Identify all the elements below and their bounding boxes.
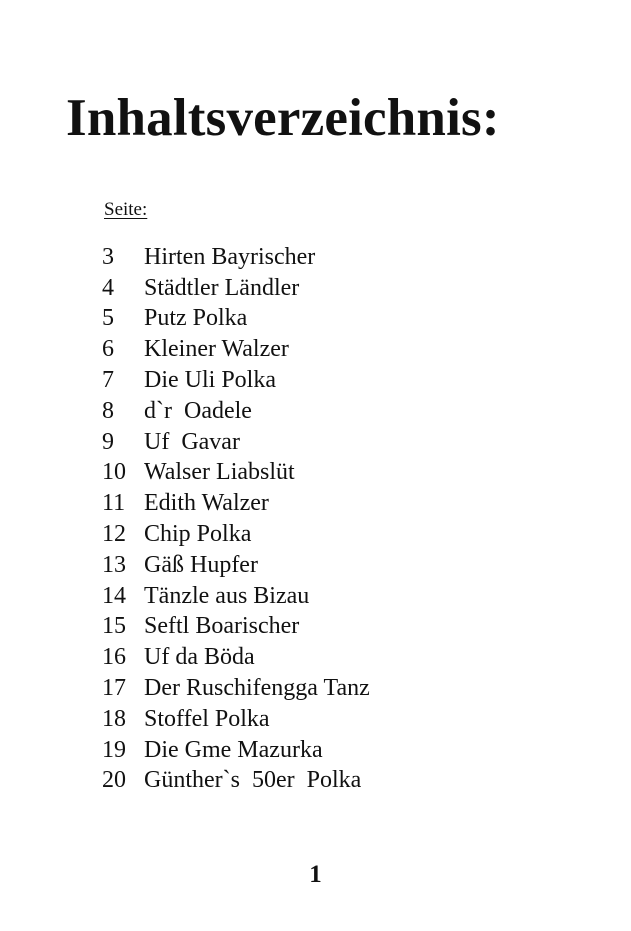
toc-entry-page: 8	[102, 397, 114, 424]
toc-entry	[102, 242, 370, 273]
toc-entry-title: Edith Walzer	[144, 490, 269, 517]
toc-entry-page: 13	[102, 551, 126, 578]
toc-entry-title: Gäß Hupfer	[144, 551, 258, 578]
toc-entry	[102, 427, 370, 458]
toc-entry-page: 9	[102, 428, 114, 455]
toc-entry-title: d`r Oadele	[144, 397, 252, 424]
toc-entry-title: Uf Gavar	[144, 428, 240, 455]
toc-entry-page: 7	[102, 367, 114, 394]
toc-entry-page: 10	[102, 459, 126, 486]
page-column-label: Seite:	[104, 199, 148, 220]
toc-entry-title: Uf da Böda	[144, 644, 255, 671]
toc-entry-title: Kleiner Walzer	[144, 336, 289, 363]
toc-entry-title: Chip Polka	[144, 521, 252, 548]
toc-entry-title: Günther`s 50er Polka	[144, 767, 362, 794]
toc-entry	[102, 519, 370, 550]
toc-entry-title: Städtler Ländler	[144, 274, 300, 301]
toc-entry	[102, 488, 370, 519]
toc-entry-title: Stoffel Polka	[144, 705, 270, 732]
toc-entry	[102, 704, 370, 735]
toc-entry	[102, 581, 370, 612]
toc-entry-page: 14	[102, 582, 126, 609]
toc-entry	[102, 550, 370, 581]
toc-entry	[102, 458, 370, 489]
toc-entry-title: Tänzle aus Bizau	[144, 582, 310, 609]
toc-entry	[102, 273, 370, 304]
toc-entry	[102, 735, 370, 766]
toc-entry	[102, 365, 370, 396]
toc-entry-page: 11	[102, 490, 126, 517]
toc-entry-page: 5	[102, 305, 114, 332]
page-title: Inhaltsverzeichnis:	[66, 89, 500, 147]
toc-entry-page: 15	[102, 613, 126, 640]
toc-entry	[102, 334, 370, 365]
toc-entry	[102, 673, 370, 704]
toc-entry-title: Die Gme Mazurka	[144, 736, 323, 763]
toc-entry-title: Der Ruschifengga Tanz	[144, 675, 370, 702]
toc-entry	[102, 396, 370, 427]
toc-entry-title: Hirten Bayrischer	[144, 243, 316, 270]
toc-entry-page: 20	[102, 767, 126, 794]
toc-entry-page: 12	[102, 521, 126, 548]
toc-entry-title: Seftl Boarischer	[144, 613, 300, 640]
toc-entry-page: 19	[102, 736, 126, 763]
toc-entry	[102, 304, 370, 335]
toc-entry	[102, 642, 370, 673]
table-of-contents	[102, 242, 370, 796]
toc-entry	[102, 612, 370, 643]
toc-entry-title: Putz Polka	[144, 305, 248, 332]
toc-entry-title: Walser Liabslüt	[144, 459, 295, 486]
toc-entry	[102, 766, 370, 797]
toc-entry-page: 18	[102, 705, 126, 732]
toc-entry-page: 17	[102, 675, 126, 702]
toc-entry-page: 6	[102, 336, 114, 363]
toc-entry-page: 4	[102, 274, 114, 301]
toc-entry-page: 16	[102, 644, 126, 671]
page-number: 1	[309, 861, 322, 888]
toc-entry-page: 3	[102, 243, 114, 270]
toc-entry-title: Die Uli Polka	[144, 367, 276, 394]
